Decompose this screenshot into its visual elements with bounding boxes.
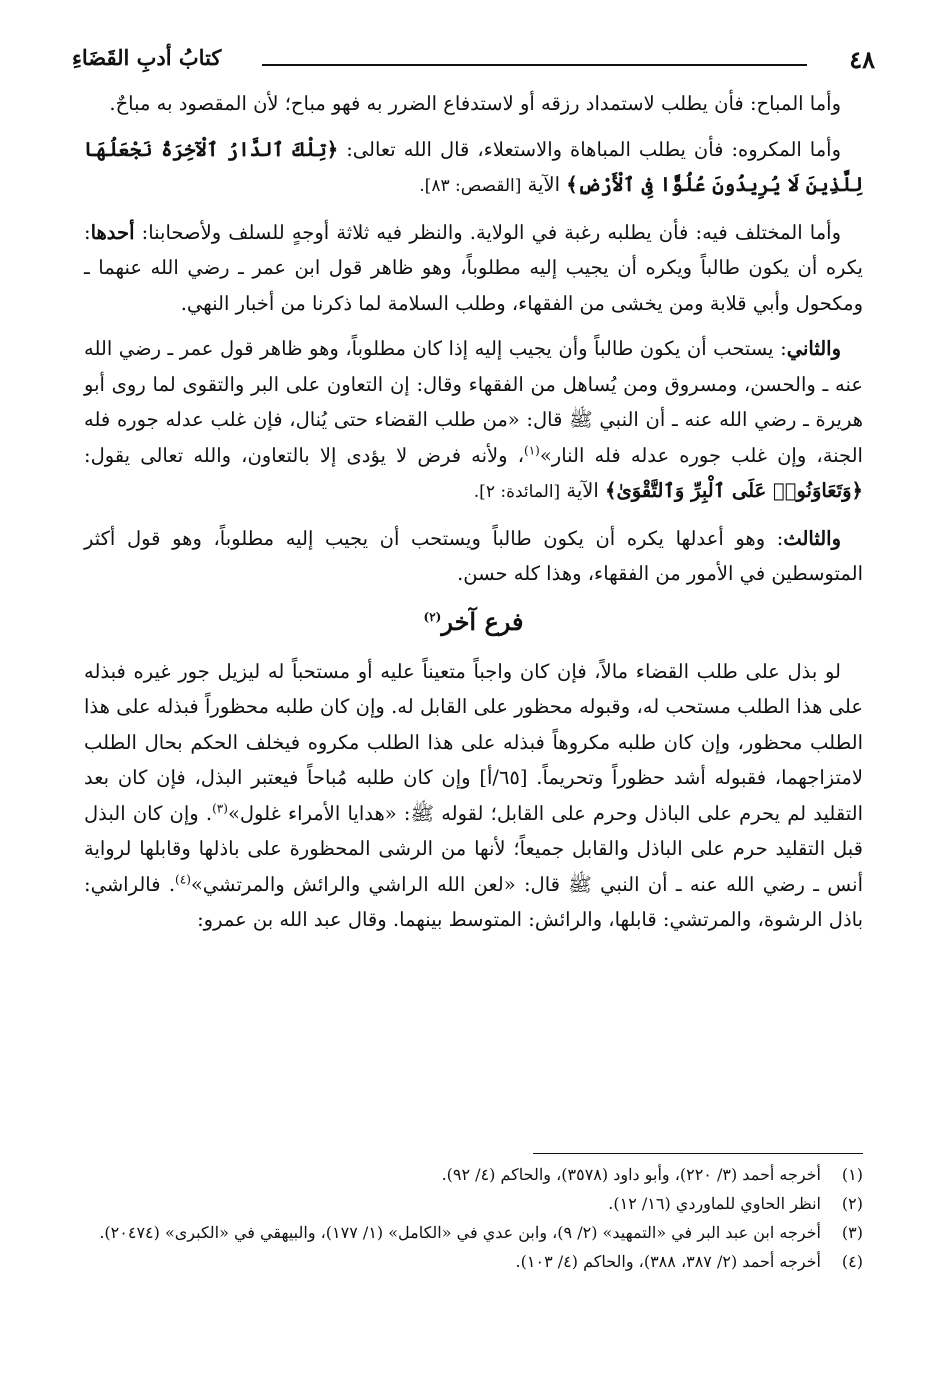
page-number: ٤٨: [849, 45, 875, 74]
paragraph-text: الآية: [560, 479, 606, 502]
footnote-ref: (٤): [175, 872, 191, 886]
footnote-ref: (١): [524, 443, 540, 457]
paragraph-text: وأما المختلف فيه: فأن يطلبه رغبة في الولاية. والنظر فيه ثلاثة أوجهٍ للسلف ولأصحابنا:: [134, 220, 841, 244]
paragraph-text: . وإن كان البذل قبل التقليد حرم على الباذل والقابل جميعاً؛ لأنها من الرشى المحظورة على باذلها وقابلها لرواية أنس ـ رضي الله عنه ـ أن النبي ﷺ قال: «لعن الله الراشي والرائش والمرتشي»: [84, 801, 863, 896]
footnote-text: أخرجه أحمد (٢/ ٣٨٧، ٣٨٨)، والحاكم (٤/ ١٠٣).: [515, 1252, 821, 1271]
paragraph-text: : يستحب أن يكون طالباً وأن يجيب إليه إذا كان مطلوباً، وهو ظاهر قول عمر ـ رضي الله عنه ـ والحسن، ومسروق ومن يُساهل من الفقهاء وقال: إن التعاون على البر والتقوى لما روى أبو هريرة ـ رضي الله عنه ـ أن النبي ﷺ قال: «من طلب القضاء حتى يُنال، فإن غلب عدله جوره فله الجنة، وإن غلب جوره عدله فله النار»: [84, 337, 863, 467]
footnote-text: أخرجه ابن عبد البر في «التمهيد» (٢/ ٩)، وابن عدي في «الكامل» (١/ ١٧٧)، والبيهقي في «الكبرى» (٢٠٤٧٤).: [99, 1223, 821, 1242]
paragraph-text: . فالراشي: باذل الرشوة، والمرتشي: قابلها، والرائش: المتوسط بينهما. وقال عبد الله بن عمرو:: [84, 872, 863, 931]
footnote-number: (٢): [841, 1194, 863, 1213]
verse-reference: [القصص: ٨٣].: [419, 176, 522, 196]
lead-word-first: أحدها: [90, 220, 135, 244]
footnote-ref: (٢): [423, 609, 442, 624]
footnote: [84, 1160, 863, 1189]
footnote-text: أخرجه أحمد (٣/ ٢٢٠)، وأبو داود (٣٥٧٨)، والحاكم (٤/ ٩٢).: [441, 1165, 821, 1184]
footnote-text: انظر الحاوي للماوردي (١٦/ ١٢).: [608, 1194, 821, 1213]
paragraph-text: لو بذل على طلب القضاء مالاً، فإن كان واجباً متعيناً عليه أو مستحباً له ليزيل جور غيره فبذله على هذا الطلب مستحب له، وقبوله محظور على القابل له. وإن كان طلبه محظوراً فبذله على هذا الطلب محظور، وإن كان طلبه مكروهاً فبذله على هذا الطلب مكروه فيخلف الحكم بحال الطلب لامتزاجهما، فقبوله أشد حظوراً وتحريماً.: [84, 659, 863, 789]
paragraph-branch: [84, 654, 863, 938]
footnote-ref: (٣): [212, 801, 228, 815]
lead-word-second: والثاني: [786, 337, 841, 360]
page-header: [72, 40, 875, 80]
running-title: كتابُ أدبِ القَضَاءِ: [72, 45, 222, 70]
lead-word-third: والثالث: [783, 526, 841, 550]
paragraph-third-view: [84, 521, 863, 592]
footnotes: [84, 1160, 863, 1276]
paragraph-disliked: [84, 132, 863, 205]
section-heading: [84, 602, 863, 642]
paragraph-text: وأما المكروه: فأن يطلب المباهاة والاستعلاء، قال الله تعالى:: [338, 137, 841, 161]
header-rule: [262, 64, 807, 66]
footnote-separator: [533, 1153, 863, 1154]
folio-marker: [٦٥/أ]: [479, 766, 528, 789]
footnote-number: (٤): [841, 1252, 863, 1271]
quran-verse: ﴿تِلْكَ ٱلدَّارُ ٱلْآخِرَةُ نَجْعَلُهَا لِلَّذِينَ لَا يُرِيدُونَ عُلُوًّا فِى ٱلْأَرْضِ﴾: [84, 137, 863, 196]
footnote: [84, 1247, 863, 1276]
paragraph-text: ، ولأنه فرض لا يؤدى إلا بالتعاون، والله تعالى يقول:: [84, 443, 525, 467]
paragraph-disputed: [84, 215, 863, 322]
footnote-number: (١): [841, 1165, 863, 1184]
paragraph-second-view: [84, 331, 863, 511]
footnote-number: (٣): [841, 1223, 863, 1242]
paragraph-text: وأما المباح: فأن يطلب لاستمداد رزقه أو لاستدفاع الضرر به فهو مباح؛ لأن المقصود به مباحٌ.: [109, 92, 841, 115]
footnote: [84, 1218, 863, 1247]
paragraph-permissible: [84, 86, 863, 122]
section-heading-text: فرع آخر: [441, 606, 524, 636]
paragraph-text: : وهو أعدلها يكره أن يكون طالباً ويستحب أن يجيب إليه مطلوباً، وهو قول أكثر المتوسطين في الأمور من الفقهاء، وهذا كله حسن.: [84, 526, 863, 585]
paragraph-text: وإن كان طلبه مُباحاً فيعتبر البذل، فإن كان بعد التقليد لم يحرم على الباذل وحرم على القابل؛ لقوله ﷺ: «هدايا الأمراء غلول»: [84, 766, 863, 825]
quran-verse: ﴿وَتَعَاوَنُوا۟ عَلَى ٱلْبِرِّ وَٱلتَّقْوَىٰ﴾: [605, 479, 863, 502]
paragraph-text: : يكره أن يكون طالباً ويكره أن يجيب إليه مطلوباً، وهو ظاهر قول ابن عمر ـ رضي الله عنهما ـ ومكحول وأبي قلابة ومن يخشى من الفقهاء، وطلب السلامة لما ذكرنا من أخبار النهي.: [84, 220, 863, 315]
main-text: [84, 86, 863, 948]
paragraph-text: الآية: [521, 173, 567, 196]
footnote: [84, 1189, 863, 1218]
verse-reference: [المائدة: ٢].: [473, 482, 561, 502]
